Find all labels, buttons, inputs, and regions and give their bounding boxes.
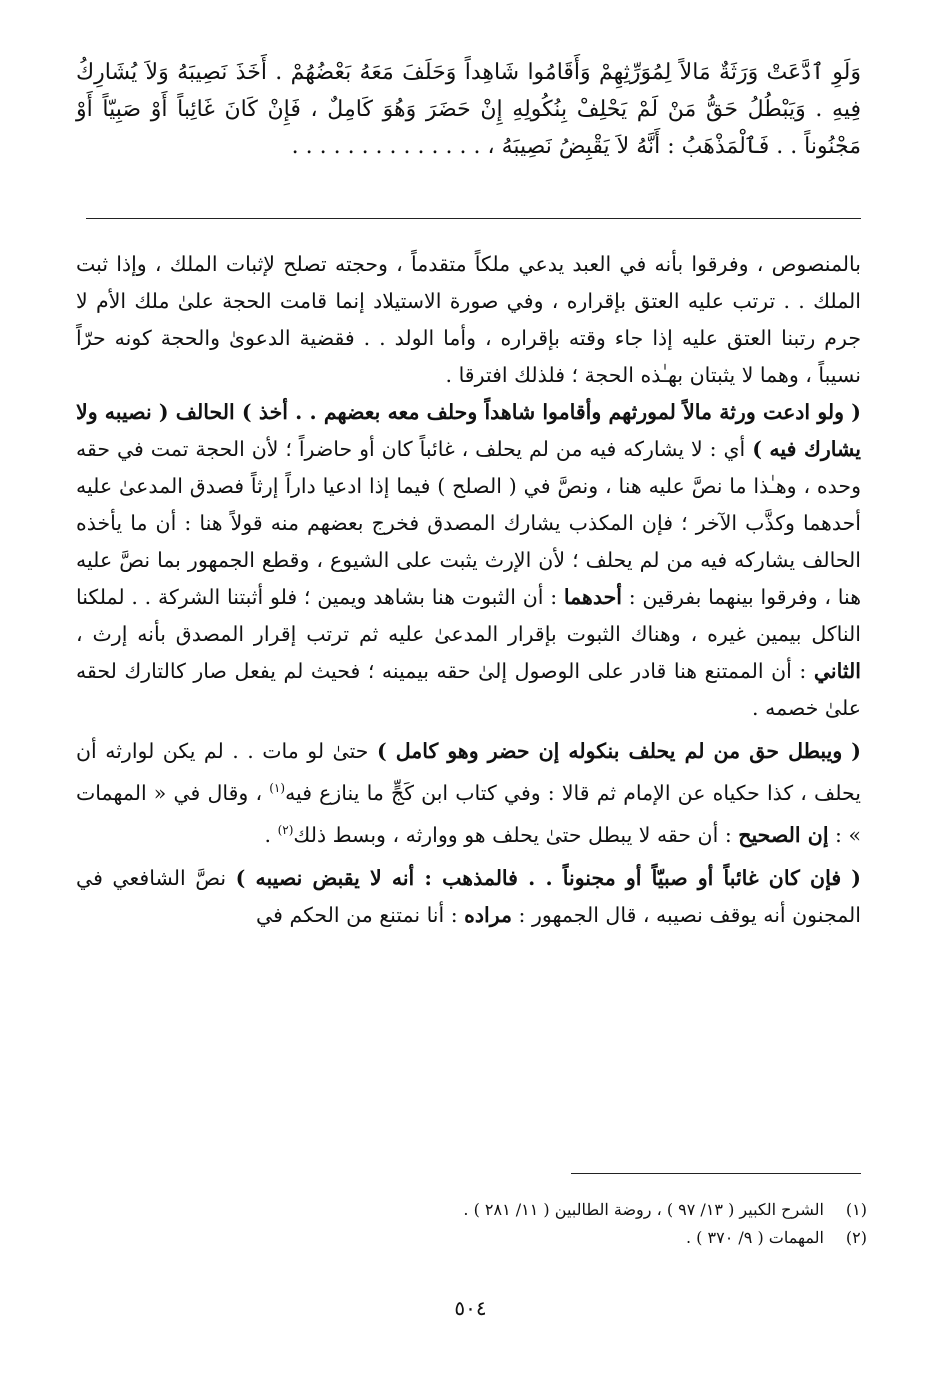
bold-term: إن الصحيح — [738, 822, 829, 847]
footnote-ref-1: (١) — [269, 781, 286, 795]
footnote-separator-line — [571, 1173, 861, 1174]
commentary-text: أي : لا يشاركه فيه من لم يحلف ، غائباً كان أو حاضراً ؛ لأن الحجة تمت في حقه وحده ، وهـٰذا ما نصَّ عليه هنا ، ونصَّ في ( الصلح ) فيما إذا ادعيا داراً إرثاً فصدق المدعىٰ عليه أحدهما وكذَّب الآخر ؛ فإن المكذب يشارك المصدق فخرج بعضهم منه قولاً هنا : أن ما يأخذه الحالف يشاركه فيه من لم يحلف ؛ لأن الإرث يثبت على الشيوع ، وقطع الجمهور بما نصَّ عليه هنا ، وفرقوا بينهما بفرقين : — [76, 437, 862, 609]
bold-term: مراده — [464, 902, 513, 927]
commentary-paragraph-1 — [76, 246, 861, 394]
page-number: ٥٠٤ — [454, 1296, 487, 1320]
commentary-text: : أن حقه لا يبطل حتىٰ يحلف هو ووارثه ، وبسط ذلك — [293, 822, 739, 847]
footnote-number: (١) — [845, 1200, 867, 1219]
quoted-matn: ( فإن كان غائباً أو صبيّاً أو مجنوناً . . فالمذهب : أنه لا يقبض نصيبه ) — [235, 865, 861, 890]
bold-term: الثاني — [813, 659, 861, 683]
matn-text-block — [76, 54, 861, 165]
commentary-text: : أنا نمتنع من الحكم في — [256, 902, 465, 927]
matn-text: وَلَوِ ٱدَّعَتْ وَرَثَةٌ مَالاً لِمُوَرِّثِهِمْ وَأَقَامُوا شَاهِداً وَحَلَفَ مَعَهُ بَعْضُهُمْ . أَخَذَ نَصِيبَهُ وَلاَ يُشَارِكُ فِيهِ . وَيَبْطُلُ حَقُّ مَنْ لَمْ يَحْلِفْ بِنُكُولِهِ إِنْ حَضَرَ وَهُوَ كَامِلٌ ، فَإِنْ كَانَ غَائِباً أَوْ صَبِيّاً أَوْ مَجْنُوناً . . فَٱلْمَذْهَبُ : أَنَّهُ لاَ يَقْبِضُ نَصِيبَهُ ، — [76, 60, 861, 159]
quoted-matn: ( ولو ادعت ورثة مالاً لمورثهم وأقاموا شاهداً وحلف معه بعضهم . . أخذ ) الحالف ( نصيبه ولا يشارك فيه ) — [76, 400, 861, 461]
commentary-text: . — [264, 822, 278, 847]
footnote-text: الشرح الكبير ( ١٣/ ٩٧ ) ، روضة الطالبين ( ١١/ ٢٨١ ) . — [463, 1200, 824, 1219]
commentary-paragraph-3 — [76, 733, 861, 854]
matn-separator-line — [86, 218, 861, 219]
commentary-text: : أن الممتنع هنا قادر على الوصول إلىٰ حقه بيمينه ؛ فحيث لم يفعل صار كالتارك لحقه علىٰ خصمه . — [76, 659, 861, 720]
bold-term: أحدهما — [563, 585, 622, 609]
quoted-matn: ( ويبطل حق من لم يحلف بنكوله إن حضر وهو كامل ) — [376, 739, 862, 763]
footnote-ref-2: (٢) — [277, 822, 294, 837]
commentary-text: بالمنصوص ، وفرقوا بأنه في العبد يدعي ملكاً متقدماً ، وحجته تصلح لإثبات الملك ، وإذا ثبت الملك . . ترتب عليه العتق بإقراره ، وفي صورة الاستيلاد إنما قامت الحجة علىٰ ملك الأم لا جرم رتبنا العتق عليه إذا جاء وقته بإقراره ، وأما الولد . . فقضية الدعوىٰ والحجة كونه حرّاً نسيباً ، وهما لا يثبتان بهـٰذه الحجة ؛ فلذلك افترقا . — [76, 252, 861, 387]
commentary-text: ، وقال في « المهمات » : — [76, 780, 861, 847]
commentary-text: نصَّ الشافعي في المجنون أنه يوقف نصيبه ، قال الجمهور : — [76, 865, 861, 927]
footnote-text: المهمات ( ٩/ ٣٧٠ ) . — [686, 1228, 824, 1247]
commentary-text: حتىٰ لو مات . . لم يكن لوارثه أن يحلف ، كذا حكياه عن الإمام ثم قالا : وفي كتاب ابن كَجٍّ ما ينازع فيه — [76, 739, 861, 805]
commentary-paragraph-2 — [76, 394, 861, 727]
commentary-text: : أن الثبوت هنا بشاهد ويمين ؛ فلو أثبتنا الشركة . . لملكنا الناكل بيمين غيره ، وهناك الثبوت بإقرار المدعىٰ عليه ثم ترتب إقرار المصدق بأنه إرث ، — [76, 585, 861, 646]
footnote-1 — [87, 1196, 867, 1224]
footnote-number: (٢) — [845, 1228, 867, 1247]
footnotes-block — [87, 1196, 867, 1252]
commentary-block — [76, 246, 861, 934]
matn-dots: . . . . . . . . . . . . . . — [291, 134, 481, 159]
footnote-2 — [87, 1224, 867, 1252]
commentary-paragraph-4 — [76, 860, 861, 934]
